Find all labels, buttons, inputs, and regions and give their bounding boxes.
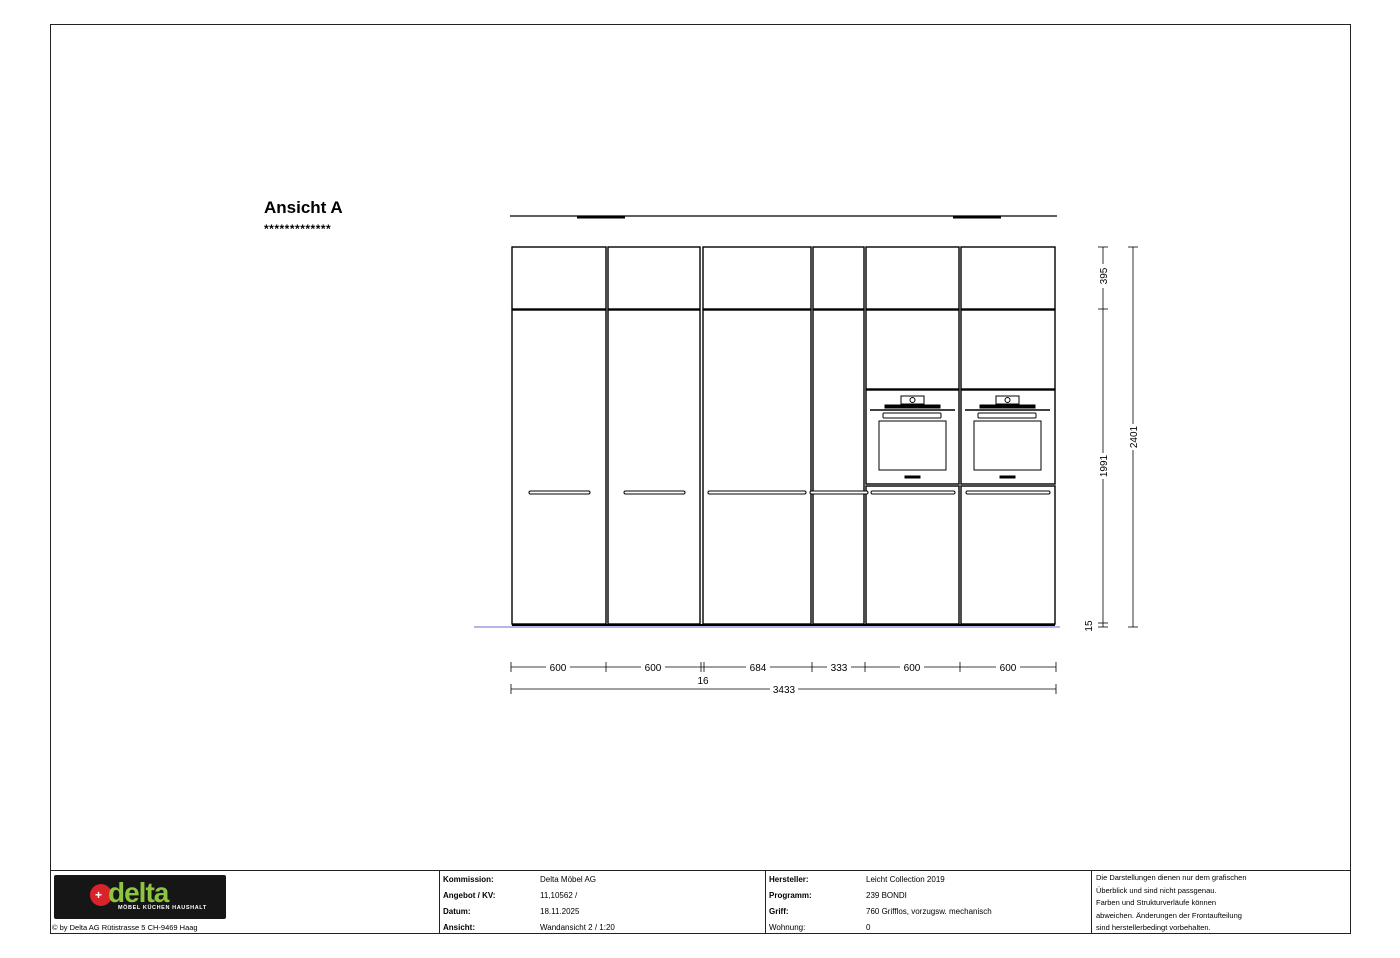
- disclaimer-line: Überblick und sind nicht passgenau.: [1096, 885, 1217, 895]
- disclaimer: [1096, 872, 1346, 935]
- width-label: 600: [903, 663, 921, 674]
- width-label: 600: [644, 663, 662, 674]
- disclaimer-line: sind herstellerbedingt vorbehalten.: [1096, 923, 1211, 933]
- copyright: © by Delta AG Rütistrasse 5 CH-9469 Haag: [52, 923, 198, 932]
- top-cabinet: [961, 247, 1055, 309]
- top-cabinet: [866, 247, 959, 309]
- handle: [529, 491, 590, 494]
- oven-left: [870, 396, 955, 478]
- width-label: 600: [549, 663, 567, 674]
- handles: [529, 491, 1050, 494]
- view-subtitle: *************: [264, 222, 332, 236]
- height-labels: [1084, 264, 1140, 632]
- griff-value: 760 Grifflos, vorzugsw. mechanisch: [866, 907, 992, 916]
- width-label: 600: [999, 663, 1017, 674]
- wohnung-label: Wohnung:: [769, 923, 806, 932]
- tall-cabinet: [703, 310, 811, 624]
- total-height-label: 2401: [1129, 425, 1140, 449]
- handle: [810, 491, 868, 494]
- ansicht-value: Wandansicht 2 / 1:20: [540, 923, 615, 932]
- disclaimer-line: abweichen. Änderungen der Frontaufteilung: [1096, 910, 1242, 920]
- top-cabinet: [813, 247, 864, 309]
- plinth-height-label: 15: [1084, 620, 1095, 632]
- hersteller-label: Hersteller:: [769, 875, 809, 884]
- top-cabinet: [608, 247, 700, 309]
- datum-label: Datum:: [443, 907, 471, 916]
- kommission-label: Kommission:: [443, 875, 494, 884]
- width-labels: [546, 661, 1020, 696]
- griff-label: Griff:: [769, 907, 789, 916]
- wohnung-value: 0: [866, 923, 871, 932]
- apple-icon: +: [90, 884, 112, 906]
- oven-right: [965, 396, 1050, 478]
- width-label: 333: [830, 663, 848, 674]
- programm-value: 239 BONDI: [866, 891, 907, 900]
- logo-wordmark: delta: [108, 877, 169, 908]
- handle: [708, 491, 806, 494]
- top-cabinet: [703, 247, 811, 309]
- disclaimer-line: Farben und Strukturverläufe können: [1096, 898, 1217, 908]
- total-width-label: 3433: [772, 685, 796, 696]
- angebot-value: 11,10562 /: [540, 891, 578, 900]
- programm-label: Programm:: [769, 891, 812, 900]
- logo-tagline: MÖBEL KÜCHEN HAUSHALT: [118, 905, 207, 911]
- upper-door: [961, 310, 1055, 389]
- upper-door: [866, 310, 959, 389]
- datum-value: 18.11.2025: [540, 907, 580, 916]
- handle: [871, 491, 955, 494]
- view-title: Ansicht A: [264, 198, 343, 217]
- gap-label: 16: [697, 676, 709, 687]
- logo-cell: [50, 871, 440, 934]
- disclaimer-line: Die Darstellungen dienen nur dem grafischen: [1096, 873, 1247, 882]
- project-cell: [440, 871, 766, 934]
- kommission-value: Delta Möbel AG: [540, 875, 597, 884]
- tall-cabinet: [813, 310, 864, 624]
- manufacturer-cell: [766, 871, 1092, 934]
- main-height-label: 1991: [1099, 454, 1110, 478]
- lower-door: [961, 486, 1055, 624]
- angebot-label: Angebot / KV:: [443, 891, 496, 900]
- tall-cabinet: [608, 310, 700, 624]
- top-height-label: 395: [1099, 267, 1110, 285]
- title-block: [50, 870, 1351, 934]
- tall-cabinet: [512, 310, 606, 624]
- hersteller-value: Leicht Collection 2019: [866, 875, 945, 884]
- ceiling-light: [577, 216, 625, 219]
- handle: [624, 491, 685, 494]
- width-label: 684: [749, 663, 767, 674]
- top-cabinet: [512, 247, 606, 309]
- ceiling-light: [953, 216, 1001, 219]
- lower-door: [866, 486, 959, 624]
- delta-logo: [54, 875, 226, 919]
- ansicht-label: Ansicht:: [443, 923, 475, 932]
- handle: [966, 491, 1050, 494]
